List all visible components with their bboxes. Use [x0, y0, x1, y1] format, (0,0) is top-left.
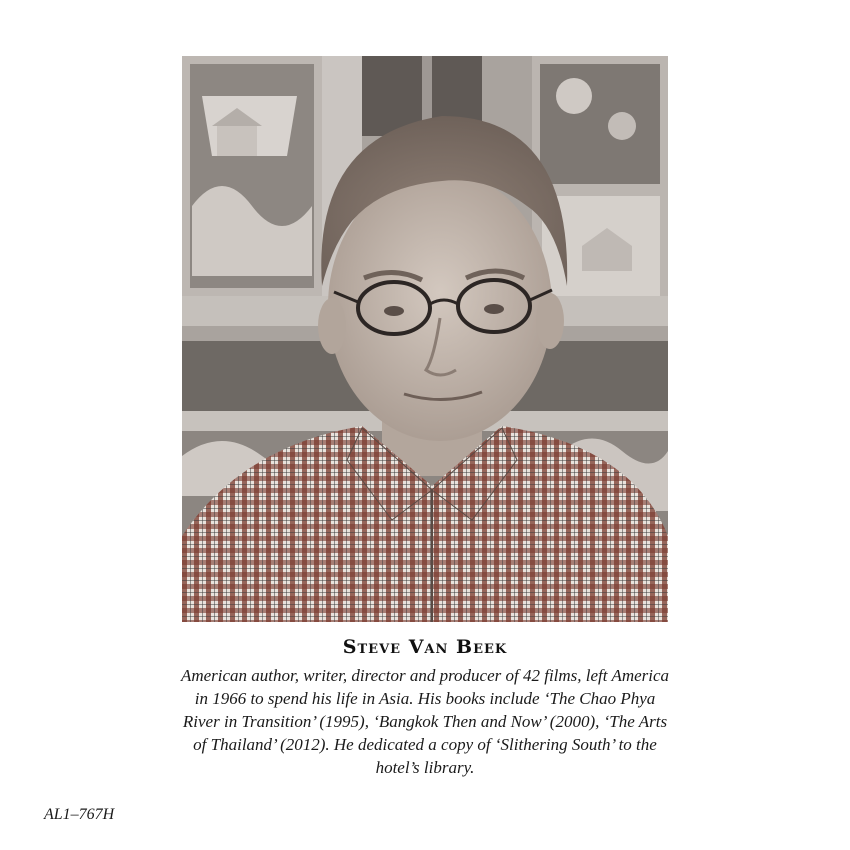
person-bio: American author, writer, director and producer of 42 films, left America in 1966 to spend his life in Asia. His books include ‘The Chao Phya River in Transition’ (1995), ‘Bangkok Then and Now’ (2000), ‘The Arts of Thailand’ (2012). He dedicated a copy of ‘Slithering South’ to the hotel’s library.	[180, 666, 670, 777]
portrait-photo	[182, 56, 668, 622]
person-name: Steve Van Beek	[342, 636, 508, 658]
page-code: AL1–767H	[44, 806, 115, 823]
